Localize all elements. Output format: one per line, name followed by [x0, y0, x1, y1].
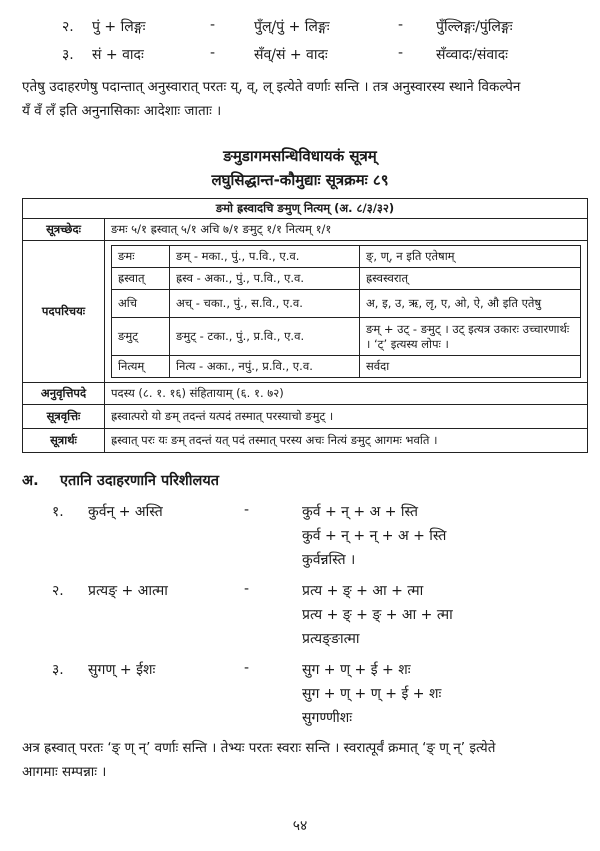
padaparichaya-label: पदपरिचयः	[23, 241, 105, 383]
page-number: ५४	[292, 818, 308, 834]
anuvritti-value: पदस्य (८. १. १६) संहितायाम् (६. १. ७२)	[105, 383, 588, 405]
example-dash: -	[398, 17, 404, 33]
section-subheading: लघुसिद्धान्त-कौमुद्याः सूत्रक्रमः ८९	[211, 171, 389, 189]
table-row	[112, 290, 581, 318]
example-step: प्रत्य + ङ् + आ + त्मा	[302, 583, 424, 599]
example-dash: -	[244, 660, 250, 676]
example-result: प्रत्यङ्ङात्मा	[302, 631, 360, 647]
paragraph-line: आगमाः सम्पन्नाः ।	[22, 764, 107, 780]
pada-parse: ङम् - मका., पुं., प.वि., ए.व.	[170, 246, 360, 268]
example-dash: -	[244, 581, 250, 597]
pada-meaning: ह्रस्वस्वरात्	[360, 268, 581, 290]
example-input: प्रत्यङ् + आत्मा	[88, 583, 168, 599]
padaparichaya-table	[111, 245, 581, 378]
explanation-paragraph-1	[22, 75, 592, 123]
example-step: सुग + ण् + ई + शः	[302, 662, 411, 678]
pada-word: नित्यम्	[112, 356, 170, 378]
pada-meaning: ङम् + उट् - ङमुट् । उट् इत्यत्र उकारः उच्चारणार्थः । ‘ट्’ इत्यस्य लोपः ।	[360, 318, 581, 356]
explanation-paragraph-2	[22, 736, 592, 784]
example-result: सुगण्णीशः	[302, 710, 353, 726]
example-dash: -	[244, 502, 250, 518]
section-heading: ङमुडागमसन्धिविधायकं सूत्रम्	[223, 147, 377, 165]
example-dash: -	[210, 17, 216, 33]
table-row	[112, 318, 581, 356]
sutra-title: ङमो ह्रस्वादचि ङमुण् नित्यम् (अ. ८/३/३२)	[23, 199, 588, 219]
sutraccheda-value: ङमः ५/१ ह्रस्वात् ५/१ अचि ७/१ ङमुट् १/१ नित्यम् १/१	[105, 219, 588, 241]
paragraph-line: यँ वँ लँ इति अनुनासिकाः आदेशाः जाताः ।	[22, 103, 222, 119]
artha-value: ह्रस्वात् परः यः ङम् तदन्तं यत् पदं तस्मात् परस्य अचः नित्यं ङमुट् आगमः भवति ।	[105, 429, 588, 453]
table-row	[112, 246, 581, 268]
exercise-title: एतानि उदाहरणानि परिशीलयत	[60, 473, 220, 489]
example-number: १.	[52, 504, 64, 520]
example-result: पुँल्लिङ्गः/पुंलिङ्गः	[436, 19, 513, 35]
example-step: पुँल्/पुं + लिङ्गः	[254, 19, 330, 35]
anuvritti-label: अनुवृत्तिपदे	[23, 383, 105, 405]
paragraph-line: अत्र ह्रस्वात् परतः ‘ङ् ण् न्’ वर्णाः सन्ति । तेभ्यः परतः स्वराः सन्ति । स्वरात्पूर्वं क्रमात् ‘ङ् ण् न्’ इत्येते	[22, 740, 496, 756]
example-input: सं + वादः	[92, 47, 144, 63]
vritti-label: सूत्रवृत्तिः	[23, 405, 105, 429]
pada-word: ङमुट्	[112, 318, 170, 356]
example-dash: -	[398, 45, 404, 61]
table-row	[112, 268, 581, 290]
example-step: सँव्/सं + वादः	[254, 47, 328, 63]
exercise-marker: अ.	[22, 473, 39, 489]
sutra-table	[22, 198, 588, 453]
example-input: सुगण् + ईशः	[88, 662, 156, 678]
example-number: २.	[52, 583, 64, 599]
pada-parse: अच् - चका., पुं., स.वि., ए.व.	[170, 290, 360, 318]
example-input: कुर्वन् + अस्ति	[88, 504, 163, 520]
pada-meaning: ङ्, ण्, न इति एतेषाम्	[360, 246, 581, 268]
pada-word: ह्रस्वात्	[112, 268, 170, 290]
example-step: कुर्व + न् + अ + स्ति	[302, 504, 418, 520]
example-result: कुर्वन्नस्ति ।	[302, 552, 356, 568]
example-step: प्रत्य + ङ् + ङ् + आ + त्मा	[302, 607, 453, 623]
pada-meaning: अ, इ, उ, ऋ, लृ, ए, ओ, ऐ, औ इति एतेषु	[360, 290, 581, 318]
example-number: ३.	[62, 47, 74, 63]
example-input: पुं + लिङ्गः	[92, 19, 146, 35]
example-result: सँव्वादः/संवादः	[436, 47, 508, 63]
padaparichaya-cell	[105, 241, 588, 383]
example-number: ३.	[52, 662, 64, 678]
example-step: सुग + ण् + ण् + ई + शः	[302, 686, 442, 702]
pada-parse: नित्य - अका., नपुं., प्र.वि., ए.व.	[170, 356, 360, 378]
pada-word: ङमः	[112, 246, 170, 268]
example-step: कुर्व + न् + न् + अ + स्ति	[302, 528, 447, 544]
pada-parse: ङमुट् - टका., पुं., प्र.वि., ए.व.	[170, 318, 360, 356]
pada-word: अचि	[112, 290, 170, 318]
example-dash: -	[210, 45, 216, 61]
sutraccheda-label: सूत्रच्छेदः	[23, 219, 105, 241]
paragraph-line: एतेषु उदाहरणेषु पदान्तात् अनुस्वारात् परतः य्, व्, ल् इत्येते वर्णाः सन्ति । तत्र अनुस्वारस्य स्थाने विकल्पेन	[22, 79, 521, 95]
table-row	[112, 356, 581, 378]
pada-parse: ह्रस्व - अका., पुं., प.वि., ए.व.	[170, 268, 360, 290]
example-number: २.	[62, 19, 74, 35]
vritti-value: ह्रस्वात्परो यो ङम् तदन्तं यत्पदं तस्मात् परस्याचो ङमुट् ।	[105, 405, 588, 429]
artha-label: सूत्रार्थः	[23, 429, 105, 453]
pada-meaning: सर्वदा	[360, 356, 581, 378]
